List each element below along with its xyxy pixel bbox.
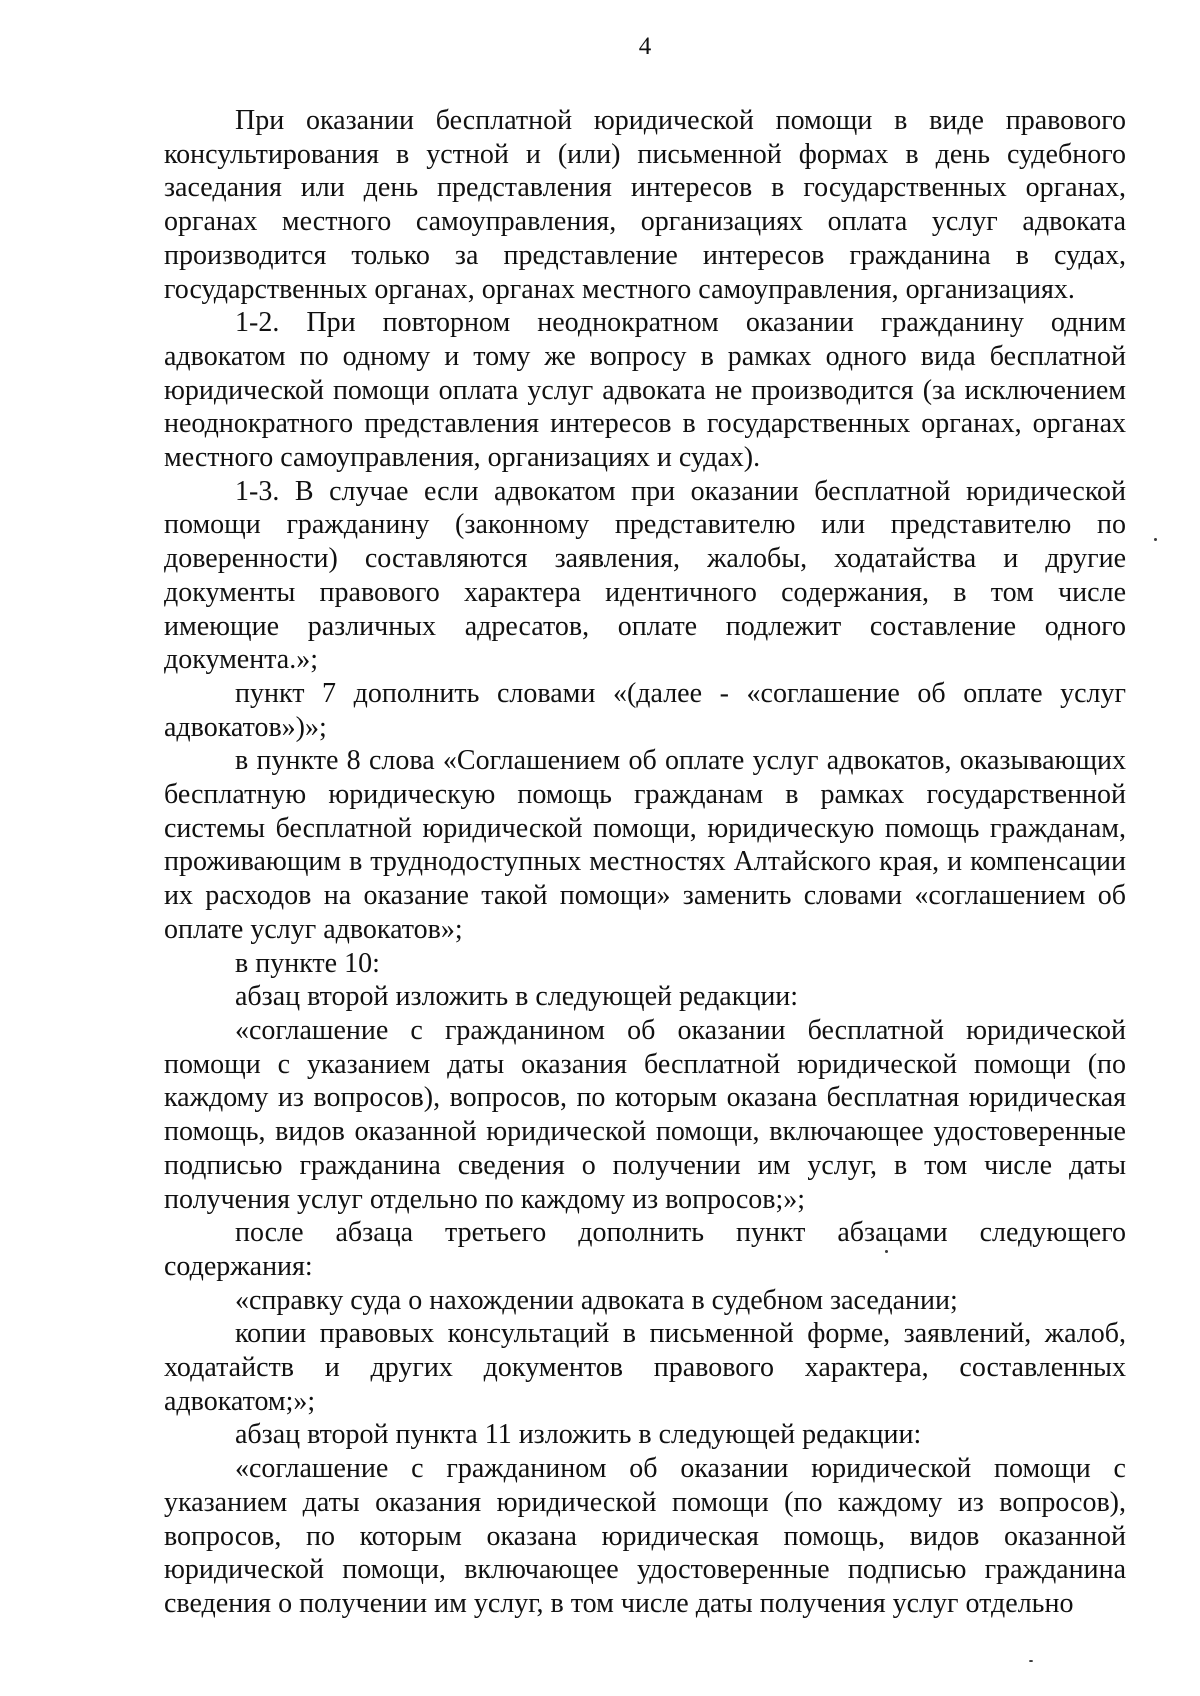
paragraph-1-3: 1-3. В случае если адвокатом при оказании бесплатной юридической помощи гражданину (законному представителю или представителю по доверенности) составляются заявления, жалобы, ходатайства и другие документы правового характера идентичного содержания, в том числе имеющие различных адресатов, оплате подлежит составление одного документа.»; <box>164 475 1126 676</box>
scan-speck <box>885 1250 888 1253</box>
paragraph-copies-of-documents: копии правовых консультаций в письменной форме, заявлений, жалоб, ходатайств и других документов правового характера, составленных адвокатом;»; <box>164 1318 1126 1417</box>
scan-speck <box>1029 1660 1033 1662</box>
paragraph-1-2: 1-2. При повторном неоднократном оказании гражданину одним адвокатом по одному и тому же вопросу в рамках одного вида бесплатной юридической помощи оплата услуг адвоката не производится (за исключением неоднократного представления интересов в государственных органах, органах местного самоуправления, организациях и судах). <box>164 307 1126 474</box>
paragraph-point-10-heading: в пункте 10: <box>235 947 380 979</box>
paragraph-point-8: в пункте 8 слова «Соглашением об оплате услуг адвокатов, оказывающих бесплатную юридическую помощь гражданам в рамках государственной системы бесплатной юридической помощи, юридическую помощь гражданам, проживающим в труднодоступных местностях Алтайского края, и компенсации их расходов на оказание такой помощи» заменить словами «соглашением об оплате услуг адвокатов»; <box>164 745 1126 945</box>
document-body <box>164 104 1126 1621</box>
paragraph-consultation-payment: При оказании бесплатной юридической помощи в виде правового консультирования в устной и (или) письменной формах в день судебного заседания или день представления интересов в государственных органах, органах местного самоуправления, организациях оплата услуг адвоката производится только за представление интересов гражданина в судах, государственных органах, органах местного самоуправления, организациях. <box>164 105 1126 305</box>
paragraph-agreement-free-help: «соглашение с гражданином об оказании бесплатной юридической помощи с указанием даты оказания бесплатной юридической помощи (по каждому из вопросов), вопросов, по которым оказана бесплатная юридическая помощь, видов оказанной юридической помощи, включающее удостоверенные подписью гражданина сведения о получении им услуг, в том числе даты получения услуг отдельно по каждому из вопросов;»; <box>164 1014 1126 1215</box>
paragraph-after-third-abzac: после абзаца третьего дополнить пункт абзацами следующего содержания: <box>164 1217 1126 1282</box>
page-number: 4 <box>638 33 652 60</box>
paragraph-court-certificate: «справку суда о нахождении адвоката в судебном заседании; <box>235 1284 958 1316</box>
paragraph-point-11: абзац второй пункта 11 изложить в следующей редакции: <box>235 1419 922 1451</box>
paragraph-point-7: пункт 7 дополнить словами «(далее - «соглашение об оплате услуг адвокатов»)»; <box>164 677 1126 743</box>
scan-speck <box>1154 538 1157 541</box>
paragraph-point-10-second-abzac: абзац второй изложить в следующей редакции: <box>235 981 799 1013</box>
paragraph-agreement-legal-help: «соглашение с гражданином об оказании юридической помощи с указанием даты оказания юридической помощи (по каждому из вопросов), вопросов, по которым оказана юридическая помощь, видов оказанной юридической помощи, включающее удостоверенные подписью гражданина сведения о получении им услуг, в том числе даты получения услуг отдельно <box>164 1453 1126 1619</box>
